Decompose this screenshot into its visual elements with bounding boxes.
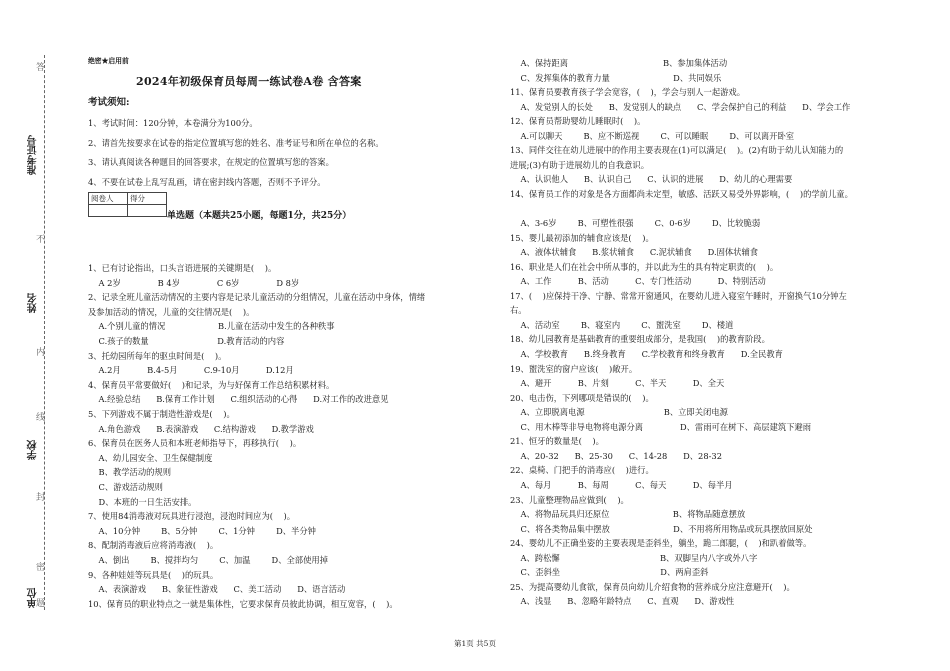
seal-mark: 题 xyxy=(36,599,46,609)
note-item: 1、考试时间：120分钟，本卷满分为100分。 xyxy=(88,118,258,128)
reviewer-blank xyxy=(89,205,128,217)
question-line: A、学校教育 B.终身教育 C.学校教育和终身教育 D.全民教育 xyxy=(510,349,783,359)
question-line: A、发觉别人的长处 B、发觉别人的缺点 C、学会保护自己的利益 D、学会工作 xyxy=(510,101,851,112)
seal-mark: 密 xyxy=(36,563,46,573)
question-line: A.经验总结 B.保育工作计划 C.组织活动的心得 D.对工作的改进意见 xyxy=(88,394,389,405)
section-title: 单选题（本题共25小题，每题1分，共25分） xyxy=(167,211,352,221)
question-line: B、教学活动的规则 xyxy=(88,467,172,478)
question-line: 18、幼儿园教育是基础教育的重要组成部分，是我国( )的教育阶段。 xyxy=(510,334,770,345)
question-line: A、浅显 B、忽略年龄特点 C、直观 D、游戏性 xyxy=(510,596,735,607)
question-line: A、保持距离 B、参加集体活动 xyxy=(510,58,728,68)
question-line: D、本班的一日生活安排。 xyxy=(88,496,197,507)
question-line: 12、保育员帮助婴幼儿睡眠时( )。 xyxy=(510,116,646,127)
question-line: A、10分钟 B、5分钟 C、1分钟 D、半分钟 xyxy=(88,525,316,536)
note-item: 2、请首先按要求在试卷的指定位置填写您的姓名、准考证号和所在单位的名称。 xyxy=(88,138,384,148)
exam-number-label: 准考证号 xyxy=(28,135,39,175)
reviewer-cell: 阅卷人 xyxy=(89,193,128,205)
page-title: 2024年初级保育员每周一练试卷A卷 含答案 xyxy=(136,75,362,88)
question-line: A、每月 B、每周 C、每天 D、每半月 xyxy=(510,479,733,490)
note-item: 3、请认真阅读各种题目的回答要求，在规定的位置填写您的答案。 xyxy=(88,157,334,167)
question-line: 13、同伴交往在幼儿进展中的作用主要表现在(1)可以满足( )。(2)有助于幼儿认知能力的 xyxy=(510,145,844,156)
question-line: A、跨松懈 B、双脚呈内八字或外八字 xyxy=(510,552,758,563)
question-line: A.角色游戏 B.表演游戏 C.结构游戏 D.教学游戏 xyxy=(88,423,314,434)
seal-mark: 不 xyxy=(36,235,46,245)
question-line: A、幼儿园安全、卫生保健制度 xyxy=(88,452,213,463)
seal-mark: 答 xyxy=(36,63,46,73)
question-line: 3、托幼园所每年的驱虫时间是( )。 xyxy=(88,350,227,361)
question-line: A、认识他人 B、认识自己 C、认识的进展 D、幼儿的心理需要 xyxy=(510,174,793,185)
question-line: C、歪斜坐 D、两肩歪斜 xyxy=(510,567,709,578)
question-line: 8、配制消毒液后应将消毒液( )。 xyxy=(88,540,219,551)
question-line: 19、盥洗室的窗户应该( )敞开。 xyxy=(510,363,638,374)
question-line: 右。 xyxy=(510,305,527,316)
question-line: 进展;(3)有助于进展幼儿的自我意识。 xyxy=(510,159,650,170)
question-line: C、将各类物品集中摆放 D、不用将所用物品或玩具摆放回原处 xyxy=(510,523,813,534)
score-cell: 得分 xyxy=(128,193,167,205)
question-line: C、用木棒等非导电物将电源分离 D、雷雨可在树下、高层建筑下避雨 xyxy=(510,421,812,432)
seal-mark: 线 xyxy=(36,413,46,423)
question-line: 及参加活动的情况，儿童的交往情况是( )。 xyxy=(88,306,255,317)
score-blank xyxy=(128,205,167,217)
question-line: 5、下列游戏不属于制造性游戏是( )。 xyxy=(88,409,235,419)
score-box xyxy=(88,192,167,217)
question-line: 10、保育员的职业特点之一就是集体性，它要求保育员彼此协调，相互宽容，( )。 xyxy=(88,598,398,609)
question-line: 15、婴儿最初添加的辅食应该是( )。 xyxy=(510,232,654,243)
question-line: 24、婴幼儿不正确坐姿的主要表现是歪斜坐，躺坐，跪二郎腿，( )和趴着做等。 xyxy=(510,538,812,549)
question-line: A 2岁 B 4岁 C 6岁 D 8岁 xyxy=(88,277,300,288)
question-line: A、活动室 B、寝室内 C、盥洗室 D、楼道 xyxy=(510,319,734,330)
question-line: 2、记录全班儿童活动情况的主要内容是记录儿童活动的分组情况，儿童在活动中身体，情绪 xyxy=(88,292,426,303)
question-line: A.可以聊天 B、应不断巡视 C、可以睡眠 D、可以离开卧室 xyxy=(510,130,795,141)
secret-mark: 绝密★启用前 xyxy=(88,57,129,65)
question-line: A.个别儿童的情况 B.儿童在活动中发生的各种秩事 xyxy=(88,321,335,332)
question-line: A、倒出 B、搅拌均匀 C、加温 D、全部使用掉 xyxy=(88,555,328,565)
question-line: 22、桌椅、门把手的消毒应( )进行。 xyxy=(510,465,654,476)
question-line: A、工作 B、活动 C、专门性活动 D、特别活动 xyxy=(510,276,766,287)
question-line: A、表演游戏 B、象征性游戏 C、美工活动 D、语言活动 xyxy=(88,584,346,595)
question-line: 7、使用84消毒液对玩具进行浸泡，浸泡时间应为( )。 xyxy=(88,511,296,522)
question-line: 25、为提高婴幼儿食欲，保育员向幼儿介绍食物的营养成分应注意避开( )。 xyxy=(510,581,795,592)
school-label: 学校 xyxy=(28,440,39,460)
question-line: A.2月 B.4-5月 C.9-10月 D.12月 xyxy=(88,365,294,376)
seal-mark: 封 xyxy=(36,493,46,503)
notes-heading: 考试须知: xyxy=(88,97,130,108)
question-line: 20、电击伤，下列哪项是错误的( )。 xyxy=(510,392,654,403)
question-line: A、20-32 B、25-30 C、14-28 D、28-32 xyxy=(510,450,722,461)
question-line: 14、保育员工作的对象是各方面都尚未定型，敏感、活跃又易受外界影响，( )的学前儿童。 xyxy=(510,188,853,199)
question-line: 17、( )应保持干净、宁静、常常开窗通风，在婴幼儿进入寝室午睡时，开窗换气10分钟左 xyxy=(510,290,847,301)
name-label: 姓名 xyxy=(28,293,39,313)
question-line: 4、保育员平常要做好( )和记录，为与好保育工作总结积累材料。 xyxy=(88,379,335,390)
unit-label: 单位 xyxy=(28,588,39,608)
question-line: A、液体状辅食 B.浆状辅食 C.泥状辅食 D.固体状辅食 xyxy=(510,247,759,258)
question-line: C.孩子的数量 D.教育活动的内容 xyxy=(88,336,285,346)
binding-strip xyxy=(0,0,78,671)
question-line: 21、恒牙的数量是( )。 xyxy=(510,436,604,447)
question-line: 16、职业是人们在社会中所从事的，并以此为生的具有特定职责的( )。 xyxy=(510,261,779,272)
question-line: A、将物品玩具归还原位 B、将物品随意摆放 xyxy=(510,509,746,520)
question-line: C、游戏活动规则 xyxy=(88,482,163,492)
question-line: 1、已有讨论指出，口头言语进展的关键期是( )。 xyxy=(88,263,277,273)
question-line: C、发挥集体的教育力量 D、共同娱乐 xyxy=(510,72,722,83)
seal-line xyxy=(44,55,45,610)
question-line: A、立即脱离电源 B、立即关闭电源 xyxy=(510,407,728,418)
question-line: 11、保育员要教育孩子学会宽容，( )，学会与别人一起游戏。 xyxy=(510,87,746,98)
seal-mark: 内 xyxy=(36,348,46,358)
page-footer: 第1页 共5页 xyxy=(454,639,496,648)
question-line: A、避开 B、片刻 C、半天 D、全天 xyxy=(510,378,725,389)
note-item: 4、不要在试卷上乱写乱画，请在密封线内答题，否则不予评分。 xyxy=(88,177,326,187)
question-line: 9、各种娃娃等玩具是( )的玩具。 xyxy=(88,569,219,580)
question-line: 6、保育员在医务人员和本班老师指导下，再移执行( )。 xyxy=(88,438,302,449)
question-line: 23、儿童整理物品应做到( )。 xyxy=(510,494,629,505)
question-line: A、3-6岁 B、可塑性很强 C、0-6岁 D、比较脆弱 xyxy=(510,218,761,229)
